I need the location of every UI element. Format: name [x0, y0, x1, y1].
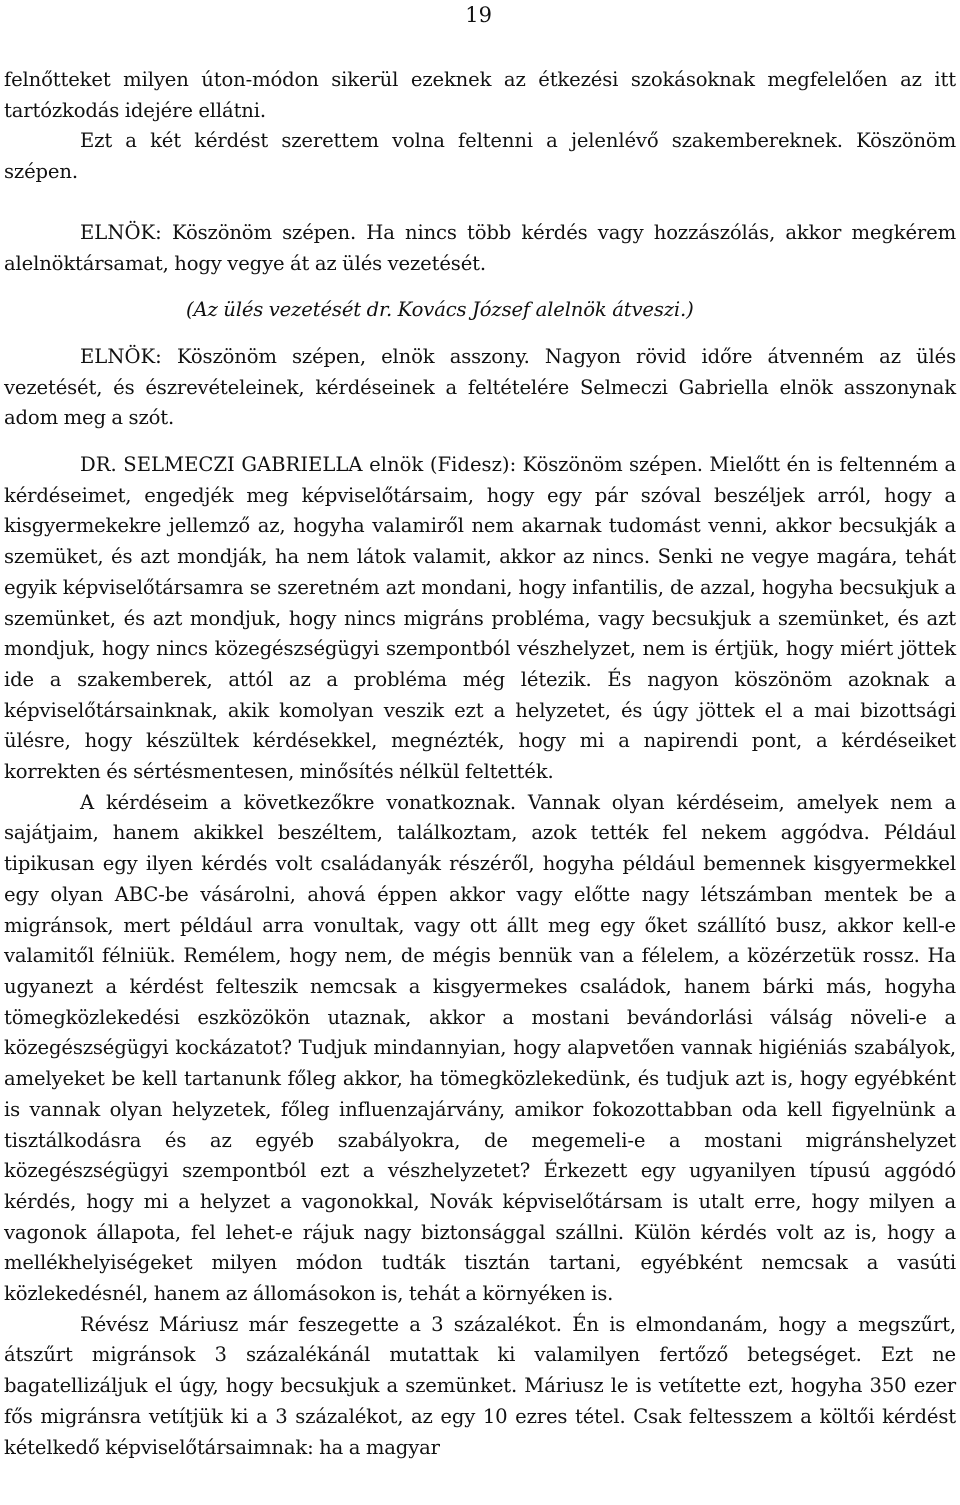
page-number: 19 [465, 3, 492, 27]
paragraph [4, 450, 956, 788]
stage-direction: (Az ülés vezetését dr. Kovács József alelnök átveszi.) [186, 298, 694, 322]
speaker-name: ELNÖK: [80, 220, 162, 244]
paragraph [4, 342, 956, 434]
paragraph: A kérdéseim a következőkre vonatkoznak. Vannak olyan kérdéseim, amelyek nem a sajátjaim, hanem akikkel beszéltem, találkoztam, azok tették fel nekem aggódva. Például tipikusan egy ilyen kérdés volt családanyák részéről, hogyha például bemennek kisgyermekkel egy olyan ABC-be vásárolni, ahová éppen akkor vagy előtte nagy létszámban mentek be a migránsok, mert például arra vonultak, vagy ott állt meg egy őket szállító busz, akkor kell-e valamitől félniük. Remélem, hogy nem, de mégis bennük van a félelem, a közérzetük rossz. Ha ugyanezt a kérdést felteszik nemcsak a kisgyermekes családok, hanem bárki más, hogyha tömegközlekedési eszközökön utaznak, akkor a mostani bevándorlási válság növeli-e a közegészségügyi kockázatot? Tudjuk mindannyian, hogy alapvetően vannak higiéniás szabályok, amelyeket be kell tartanunk főleg akkor, ha tömegközlekedünk, és tudjuk azt is, hogy egyébként is vannak olyan helyzetek, főleg influenzajárvány, amikor fokozottabban oda kell figyelnünk a tisztálkodásra és az egyéb szabályokra, de megemeli-e a mostani migránshelyzet közegészségügyi szempontból ezt a vészhelyzetet? Érkezett egy ugyanilyen típusú aggódó kérdés, hogy mi a helyzet a vagonokkal, Novák képviselőtársam is utalt erre, hogy milyen a vagonok állapota, fel lehet-e rájuk nagy biztonsággal szállni. Külön kérdés volt az is, hogy a mellékhelyiségeket milyen módon tudták tisztán tartani, egyébként nemcsak a vasúti közlekedésnél, hanem az állomásokon is, tehát a környéken is. [4, 790, 956, 1306]
paragraph: Révész Máriusz már feszegette a 3 százalékot. Én is elmondanám, hogy a megszűrt, átszűrt migránsok 3 százalékánál mutattak ki valamilyen fertőző betegséget. Ezt ne bagatellizáljuk el úgy, hogy becsukjuk a szemünket. Máriusz le is vetítette ezt, hogyha 350 ezer fős migránsra vetítjük ki a 3 százalékot, az egy 10 ezres tétel. Csak feltesszem a költői kérdést kételkedő képviselőtársaimnak: ha a magyar [4, 1312, 956, 1459]
paragraph-text: Köszönöm szépen. Mielőtt én is feltenném a kérdéseimet, engedjék meg képviselőtársaim, hogy egy pár szóval beszéljek arról, hogy a kisgyermekekre jellemző az, hogyha valamiről nem akarnak tudomást venni, akkor becsukják a szemüket, és azt mondják, ha nem látok valamit, akkor az nincs. Senki ne vegye magára, tehát egyik képviselőtársamra se szeretném azt mondani, hogy infantilis, de azzal, hogyha becsukjuk a szemünket, és azt mondjuk, hogy nincs migráns probléma, vagy becsukjuk a szemünket, és azt mondjuk, hogy nincs közegészségügyi szempontból vészhelyzet, nem is értjük, hogy miért jöttek ide a szakemberek, attól az a probléma még létezik. És nagyon köszönöm azoknak a képviselőtársainknak, akik komolyan veszik ezt a helyzetet, és úgy jöttek el a mai bizottsági ülésre, hogy készültek kérdésekkel, megnézték, hogy mi a napirendi pont, a kérdéseiket korrekten és sértésmentesen, minősítés nélkül feltették. [4, 453, 956, 784]
paragraph: Ezt a két kérdést szerettem volna feltenni a jelenlévő szakembereknek. Köszönöm szépen. [4, 129, 956, 184]
speaker-name: DR. SELMECZI GABRIELLA elnök (Fidesz): [80, 453, 517, 477]
document-body [4, 65, 956, 1463]
paragraph-text: Köszönöm szépen. Ha nincs több kérdés vagy hozzászólás, akkor megkérem alelnöktársamat, hogy vegye át az ülés vezetését. [4, 220, 956, 275]
paragraph [4, 218, 956, 279]
paragraph: felnőtteket milyen úton-módon sikerül ezeknek az étkezési szokásoknak megfelelően az itt tartózkodás idejére ellátni. [4, 68, 956, 122]
paragraph-text: Köszönöm szépen, elnök asszony. Nagyon rövid időre átvenném az ülés vezetését, és észrevételeinek, kérdéseinek a feltételére Selmeczi Gabriella elnök asszonynak adom meg a szót. [4, 344, 956, 430]
speaker-name: ELNÖK: [80, 344, 162, 368]
